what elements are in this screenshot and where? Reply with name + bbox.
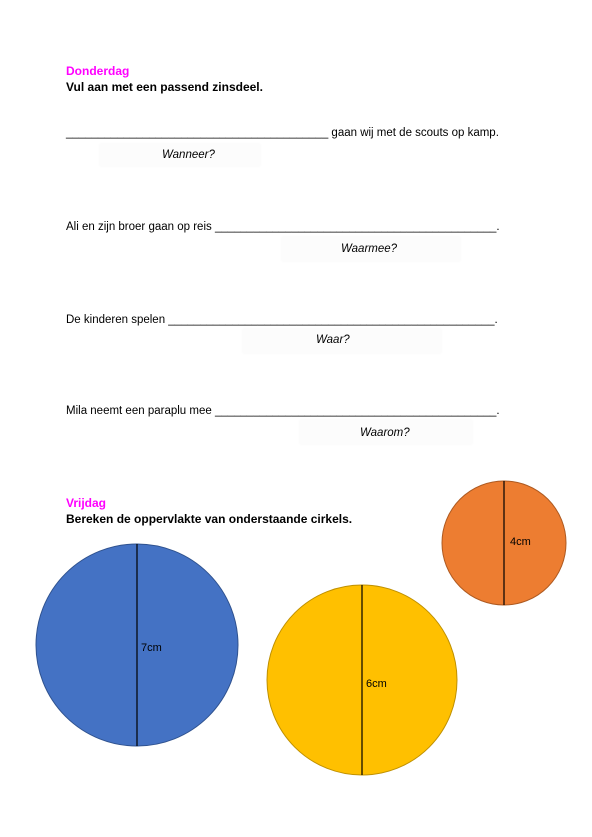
circle-label-yellow: 6cm <box>366 678 387 690</box>
exercise-hint-1: Wanneer? <box>162 149 215 161</box>
exercise-sentence-2: Ali en zijn broer gaan op reis ____________________________________________. <box>66 221 500 233</box>
exercise-hint-2: Waarmee? <box>341 243 398 255</box>
exercise-sentence-4: Mila neemt een paraplu mee ____________________________________________. <box>66 405 500 417</box>
instruction-friday: Bereken de oppervlakte van onderstaande cirkels. <box>66 512 353 526</box>
circle-yellow <box>267 585 457 775</box>
exercise-hint-4: Waarom? <box>360 427 410 439</box>
circle-blue <box>36 544 238 746</box>
exercise-sentence-1: _________________________________________ gaan wij met de scouts op kamp. <box>66 127 499 139</box>
day-heading-thursday: Donderdag <box>66 64 130 78</box>
exercise-sentence-3: De kinderen spelen ___________________________________________________. <box>66 314 498 326</box>
instruction-thursday: Vul aan met een passend zinsdeel. <box>66 80 263 94</box>
circle-orange <box>442 481 566 605</box>
exercise-hint-3: Waar? <box>316 334 350 346</box>
circle-label-orange: 4cm <box>510 536 531 548</box>
circle-label-blue: 7cm <box>141 642 162 654</box>
day-heading-friday: Vrijdag <box>66 496 107 510</box>
